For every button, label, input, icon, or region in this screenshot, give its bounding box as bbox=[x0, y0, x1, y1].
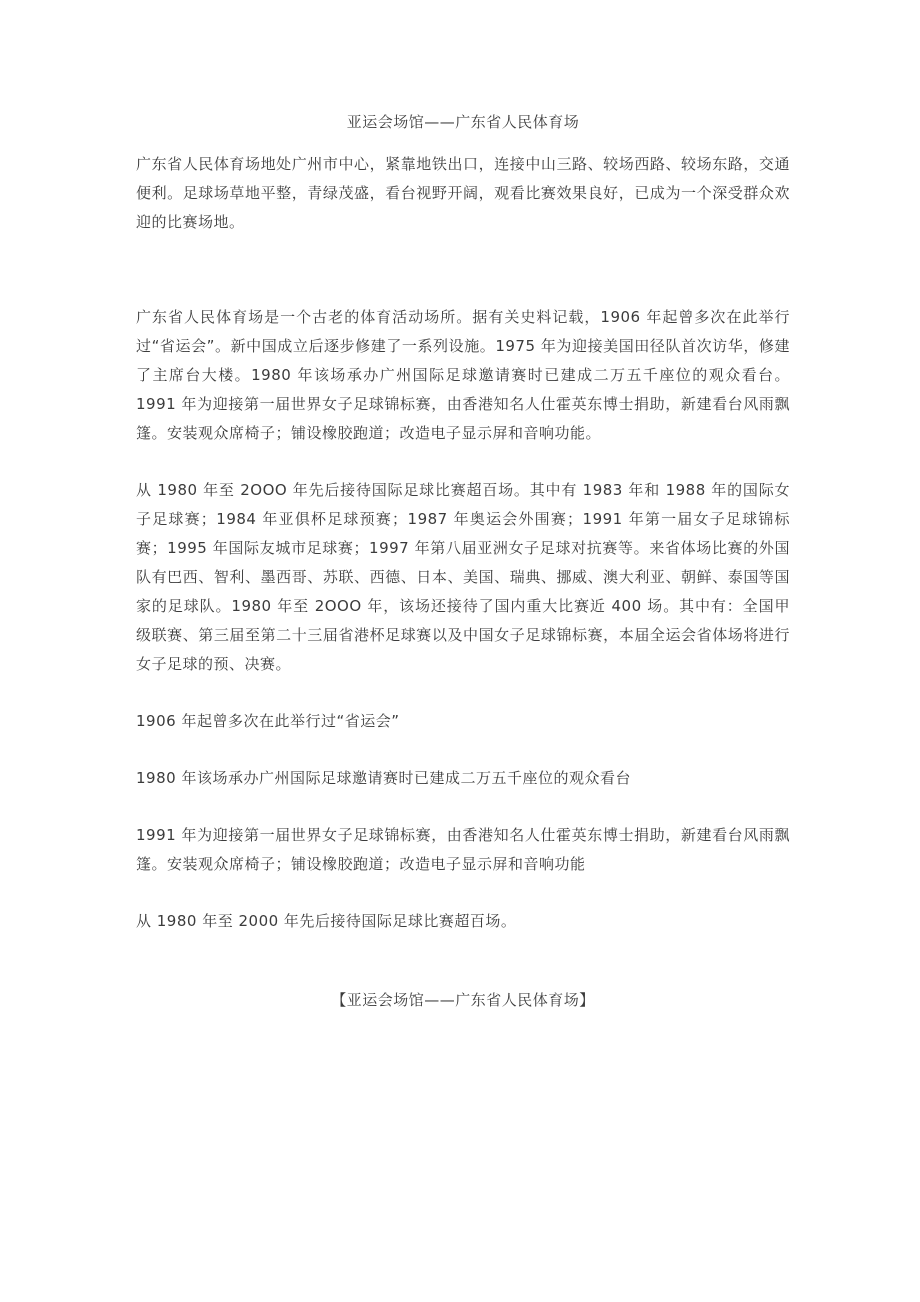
paragraph-note-1991: 1991 年为迎接第一届世界女子足球锦标赛，由香港知名人仕霍英东博士捐助，新建看台风雨飘篷。安装观众席椅子；铺设橡胶跑道；改造电子显示屏和音响功能 bbox=[136, 826, 790, 873]
document-title: 亚运会场馆——广东省人民体育场 bbox=[346, 113, 580, 131]
paragraph-note-1906: 1906 年起曾多次在此举行过“省运会” bbox=[136, 712, 400, 730]
paragraph-history: 广东省人民体育场是一个古老的体育活动场所。据有关史料记载，1906 年起曾多次在此举行过“省运会”。新中国成立后逐步修建了一系列设施。1975 年为迎接美国田径队首次访华，修建了主席台大楼。1980 年该场承办广州国际足球邀请赛时已建成二万五千座位的观众看台。1991 年为迎接第一届世界女子足球锦标赛，由香港知名人仕霍英东博士捐助，新建看台风雨飘篷。安装观众席椅子；铺设橡胶跑道；改造电子显示屏和音响功能。 bbox=[136, 308, 790, 442]
footer-title: 【亚运会场馆——广东省人民体育场】 bbox=[331, 991, 595, 1009]
paragraph-note-1980: 1980 年该场承办广州国际足球邀请赛时已建成二万五千座位的观众看台 bbox=[136, 769, 631, 787]
paragraph-matches: 从 1980 年至 2OOO 年先后接待国际足球比赛超百场。其中有 1983 年和 1988 年的国际女子足球赛；1984 年亚俱杯足球预赛；1987 年奥运会外围赛；1991 年第一届女子足球锦标赛；1995 年国际友城市足球赛；1997 年第八届亚洲女子足球对抗赛等。来省体场比赛的外国队有巴西、智利、墨西哥、苏联、西德、日本、美国、瑞典、挪威、澳大利亚、朝鲜、泰国等国家的足球队。1980 年至 2OOO 年，该场还接待了国内重大比赛近 400 场。其中有：全国甲级联赛、第三届至第二十三届省港杯足球赛以及中国女子足球锦标赛，本届全运会省体场将进行女子足球的预、决赛。 bbox=[136, 481, 790, 673]
paragraph-note-2000: 从 1980 年至 2000 年先后接待国际足球比赛超百场。 bbox=[136, 912, 517, 930]
paragraph-intro: 广东省人民体育场地处广州市中心，紧靠地铁出口，连接中山三路、较场西路、较场东路，交通便利。足球场草地平整，青绿茂盛，看台视野开阔，观看比赛效果良好，已成为一个深受群众欢迎的比赛场地。 bbox=[136, 155, 790, 231]
